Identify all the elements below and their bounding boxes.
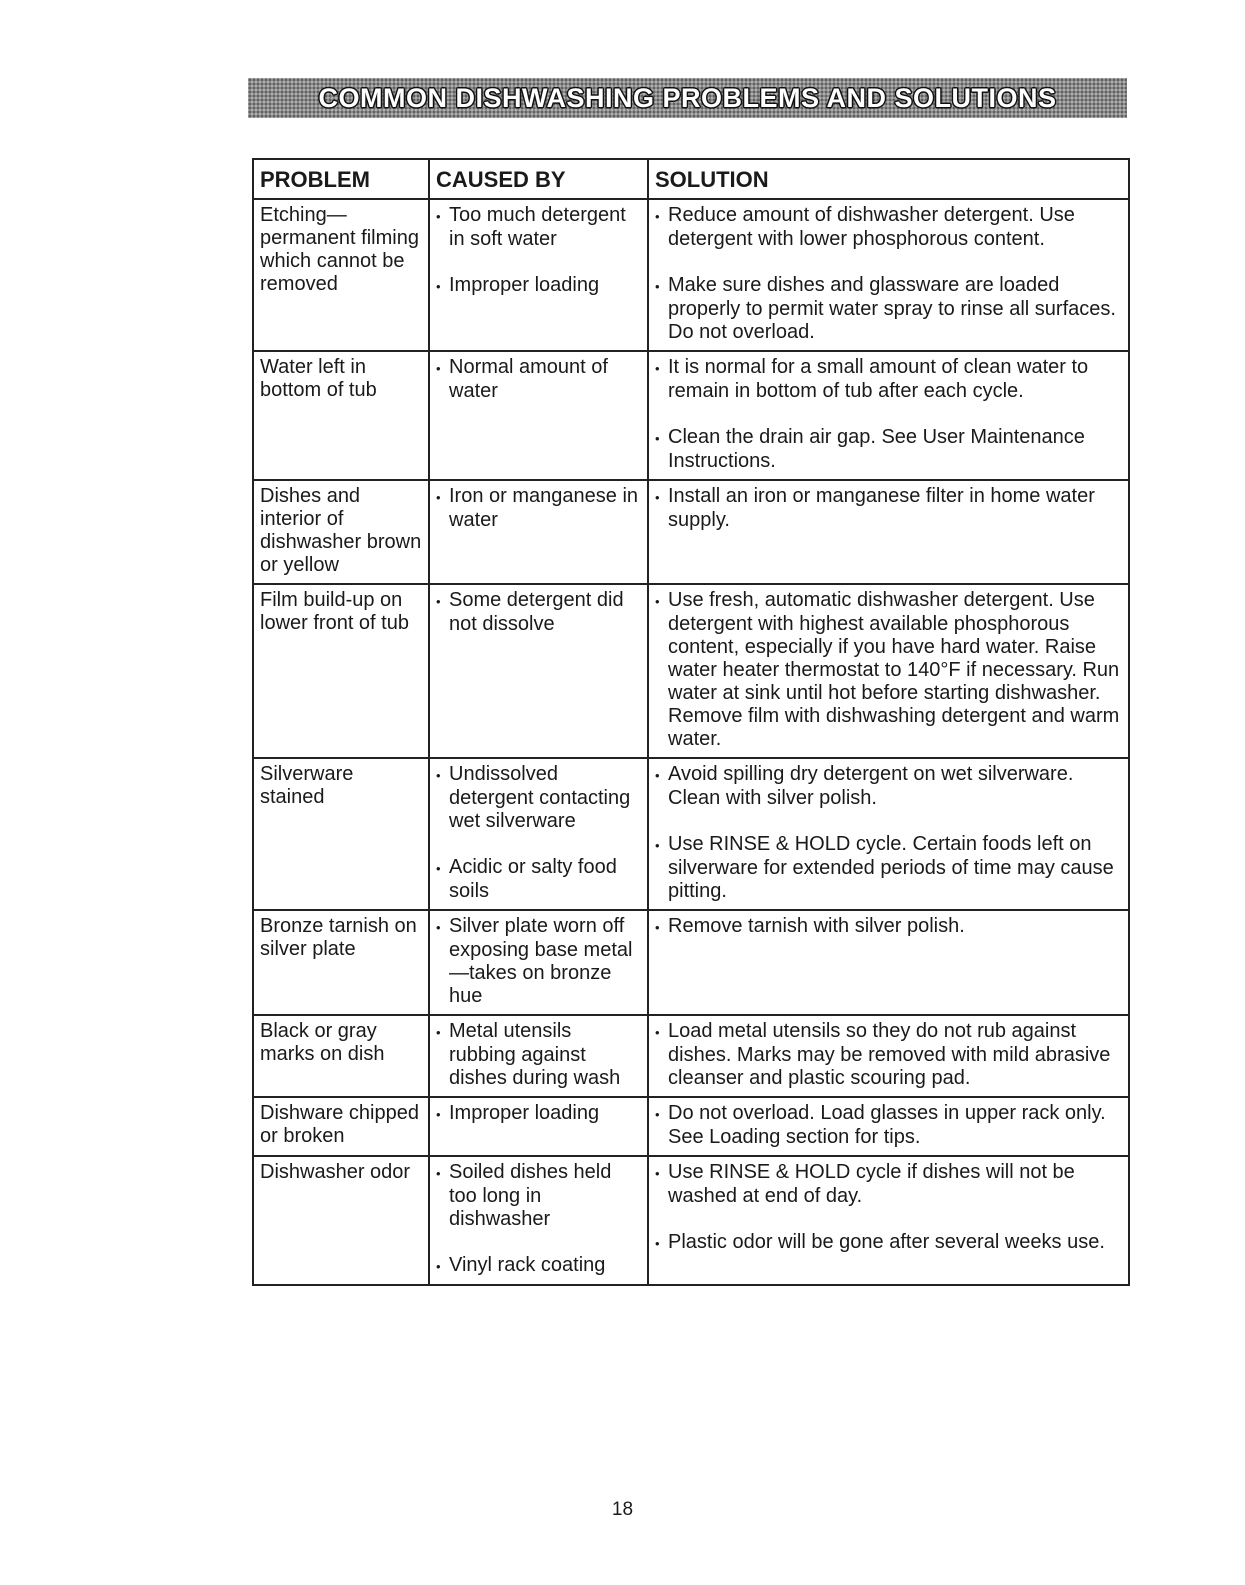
- solution-cell: [648, 480, 1129, 584]
- cause-cell: [429, 584, 648, 758]
- table-row: [253, 1156, 1129, 1285]
- cause-item: • Vinyl rack coating: [436, 1254, 642, 1278]
- solution-cell: [648, 584, 1129, 758]
- table-row: [253, 584, 1129, 758]
- table-row: [253, 351, 1129, 480]
- table-row: [253, 199, 1129, 351]
- banner-title: COMMON DISHWASHING PROBLEMS AND SOLUTIONS: [318, 83, 1057, 113]
- table-row: [253, 758, 1129, 910]
- problem-cell: Dishware chipped or broken: [253, 1097, 429, 1156]
- header-solution: SOLUTION: [648, 159, 1129, 199]
- cause-item: • Acidic or salty food soils: [436, 856, 642, 903]
- problem-cell: Dishes and interior of dishwasher brown or yellow: [253, 480, 429, 584]
- problem-cell: Black or gray marks on dish: [253, 1015, 429, 1097]
- solution-cell: [648, 1097, 1129, 1156]
- cause-item: • Undissolved detergent contacting wet silverware: [436, 763, 642, 833]
- problem-cell: Bronze tarnish on silver plate: [253, 910, 429, 1015]
- solution-cell: [648, 351, 1129, 480]
- problem-cell: Water left in bottom of tub: [253, 351, 429, 480]
- cause-item: • Iron or manganese in water: [436, 485, 642, 532]
- cause-cell: [429, 758, 648, 910]
- cause-item: • Too much detergent in soft water: [436, 204, 642, 251]
- cause-item: • Improper loading: [436, 274, 642, 298]
- cause-item: • Some detergent did not dissolve: [436, 589, 642, 636]
- cause-item: • Silver plate worn off exposing base metal—takes on bronze hue: [436, 915, 642, 1008]
- table-row: [253, 1015, 1129, 1097]
- solution-item: • Avoid spilling dry detergent on wet silverware. Clean with silver polish.: [655, 763, 1123, 810]
- problem-cell: Dishwasher odor: [253, 1156, 429, 1285]
- cause-cell: [429, 1015, 648, 1097]
- section-banner: [248, 78, 1127, 118]
- table-header-row: [253, 159, 1129, 199]
- problem-cell: Film build-up on lower front of tub: [253, 584, 429, 758]
- cause-cell: [429, 480, 648, 584]
- solution-cell: [648, 199, 1129, 351]
- table-row: [253, 910, 1129, 1015]
- table-row: [253, 480, 1129, 584]
- solution-cell: [648, 910, 1129, 1015]
- cause-item: • Improper loading: [436, 1102, 642, 1126]
- solution-item: • It is normal for a small amount of clean water to remain in bottom of tub after each cycle.: [655, 356, 1123, 403]
- cause-cell: [429, 910, 648, 1015]
- cause-item: • Metal utensils rubbing against dishes during wash: [436, 1020, 642, 1090]
- solution-item: • Remove tarnish with silver polish.: [655, 915, 1123, 939]
- solution-item: • Clean the drain air gap. See User Maintenance Instructions.: [655, 426, 1123, 473]
- cause-cell: [429, 1097, 648, 1156]
- solution-item: • Use RINSE & HOLD cycle. Certain foods left on silverware for extended periods of time may cause pitting.: [655, 833, 1123, 903]
- cause-item: • Normal amount of water: [436, 356, 642, 403]
- solution-item: • Use fresh, automatic dishwasher detergent. Use detergent with highest available phosphorous content, especially if you have hard water. Raise water heater thermostat to 140°F if necessary. Run water at sink until hot before starting dishwasher. Remove film with dishwashing detergent and warm water.: [655, 589, 1123, 751]
- solution-item: • Install an iron or manganese filter in home water supply.: [655, 485, 1123, 532]
- solution-item: • Plastic odor will be gone after several weeks use.: [655, 1231, 1123, 1255]
- table-row: [253, 1097, 1129, 1156]
- solution-item: • Use RINSE & HOLD cycle if dishes will not be washed at end of day.: [655, 1161, 1123, 1208]
- header-caused-by: CAUSED BY: [429, 159, 648, 199]
- solution-cell: [648, 1156, 1129, 1285]
- solution-item: • Load metal utensils so they do not rub against dishes. Marks may be removed with mild abrasive cleanser and plastic scouring pad.: [655, 1020, 1123, 1090]
- cause-cell: [429, 1156, 648, 1285]
- solution-cell: [648, 1015, 1129, 1097]
- solution-cell: [648, 758, 1129, 910]
- troubleshooting-table: [252, 158, 1130, 1286]
- solution-item: • Make sure dishes and glassware are loaded properly to permit water spray to rinse all surfaces. Do not overload.: [655, 274, 1123, 344]
- page-number: 18: [611, 1499, 634, 1520]
- solution-item: • Reduce amount of dishwasher detergent. Use detergent with lower phosphorous content.: [655, 204, 1123, 251]
- problem-cell: Silverware stained: [253, 758, 429, 910]
- cause-cell: [429, 199, 648, 351]
- header-problem: PROBLEM: [253, 159, 429, 199]
- cause-cell: [429, 351, 648, 480]
- cause-item: • Soiled dishes held too long in dishwasher: [436, 1161, 642, 1231]
- solution-item: • Do not overload. Load glasses in upper rack only. See Loading section for tips.: [655, 1102, 1123, 1149]
- problem-cell: Etching— permanent filming which cannot be removed: [253, 199, 429, 351]
